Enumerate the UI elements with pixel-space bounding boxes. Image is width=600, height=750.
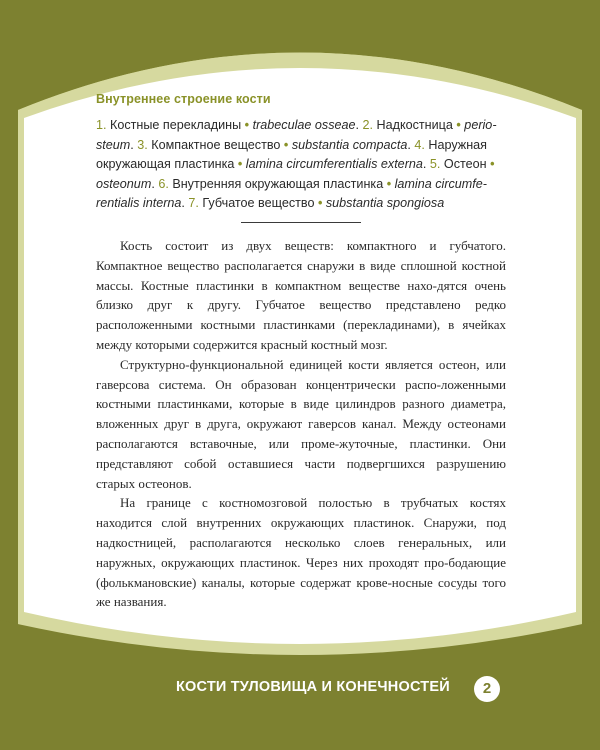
section-title: КОСТИ ТУЛОВИЩА И КОНЕЧНОСТЕЙ bbox=[176, 679, 450, 695]
legend-latin: perio-steum bbox=[96, 118, 497, 152]
legend-latin: lamina circumfe-rentialis interna bbox=[96, 176, 487, 211]
legend-number: 2. bbox=[362, 118, 374, 132]
content-area bbox=[96, 92, 506, 612]
legend-separator: . bbox=[407, 137, 415, 152]
legend-separator: . bbox=[151, 176, 159, 191]
legend-item bbox=[137, 138, 414, 152]
paragraph: На границе с костномозговой полостью в трубчатых костях находится слой внутренних окружающих пластинок. Снаружи, под надкостницей, располагаются несколько слоев генеральных, или наружных, окружающих пластинок. Через них проходят про-бодающие (фолькмановские) каналы, которые содержат крове-носные сосуды того же названия. bbox=[96, 495, 506, 610]
legend-latin: lamina circumferentialis externa bbox=[242, 157, 423, 172]
legend-number: 4. bbox=[414, 137, 425, 152]
figure-legend bbox=[96, 116, 506, 214]
legend-latin: osteonum bbox=[96, 176, 152, 191]
paragraph: Кость состоит из двух веществ: компактного и губчатого. Компактное вещество располагается снаружи в виде сплошной костной массы. Костные пластинки в компактном веществе нахо-дятся очень близко друг к другу. Губчатое вещество представлено редко расположенными костными пластинками (перекладинами), в ячейках между которыми содержится красный костный мозг. bbox=[96, 237, 506, 352]
legend-number: 3. bbox=[137, 137, 148, 152]
legend-russian: Губчатое вещество bbox=[198, 196, 318, 211]
legend-russian: Компактное вещество bbox=[147, 137, 284, 152]
bullet-icon: • bbox=[386, 176, 392, 191]
bullet-icon: • bbox=[490, 157, 495, 172]
legend-number: 1. bbox=[96, 118, 107, 132]
page-number: 2 bbox=[474, 676, 500, 702]
legend-russian: Наружная окружающая пластинка bbox=[96, 137, 487, 172]
legend-number: 6. bbox=[158, 176, 169, 191]
legend-number: 5. bbox=[429, 157, 441, 172]
legend-number: 7. bbox=[188, 196, 199, 211]
paragraph: Структурно-функциональной единицей кости является остеон, или гаверсова система. Он образован концентрически распо-ложенными костными пластинками, которые в виде цилиндров разного диаметра, вложенных друг в друга, окружают гаверсов канал. Между остеонами располагаются вставочные, или проме-жуточные, пластинки. Они представляют собой оставшиеся части подвергшихся разрушению старых остеонов. bbox=[96, 356, 506, 491]
bullet-icon: • bbox=[283, 137, 289, 152]
legend-russian: Внутренняя окружающая пластинка bbox=[168, 176, 387, 191]
bullet-icon: • bbox=[244, 118, 250, 132]
legend-russian: Костные перекладины bbox=[106, 118, 245, 132]
legend-item bbox=[188, 196, 444, 210]
body-text bbox=[96, 236, 506, 612]
bullet-icon: • bbox=[317, 196, 323, 211]
legend-item bbox=[96, 118, 363, 132]
figure-caption-title: Внутреннее строение кости bbox=[96, 92, 271, 106]
bullet-icon: • bbox=[456, 118, 461, 132]
legend-separator: . bbox=[422, 157, 430, 172]
legend-separator: . bbox=[355, 118, 363, 132]
divider bbox=[241, 222, 361, 223]
legend-latin: substantia spongiosa bbox=[322, 196, 445, 211]
legend-russian: Остеон bbox=[440, 157, 491, 172]
legend-russian: Надкостница bbox=[373, 118, 457, 132]
legend-separator: . bbox=[130, 137, 138, 152]
bullet-icon: • bbox=[237, 157, 243, 172]
legend-separator: . bbox=[181, 196, 189, 211]
legend-latin: substantia compacta bbox=[288, 137, 408, 152]
legend-latin: trabeculae osseae bbox=[249, 118, 356, 132]
